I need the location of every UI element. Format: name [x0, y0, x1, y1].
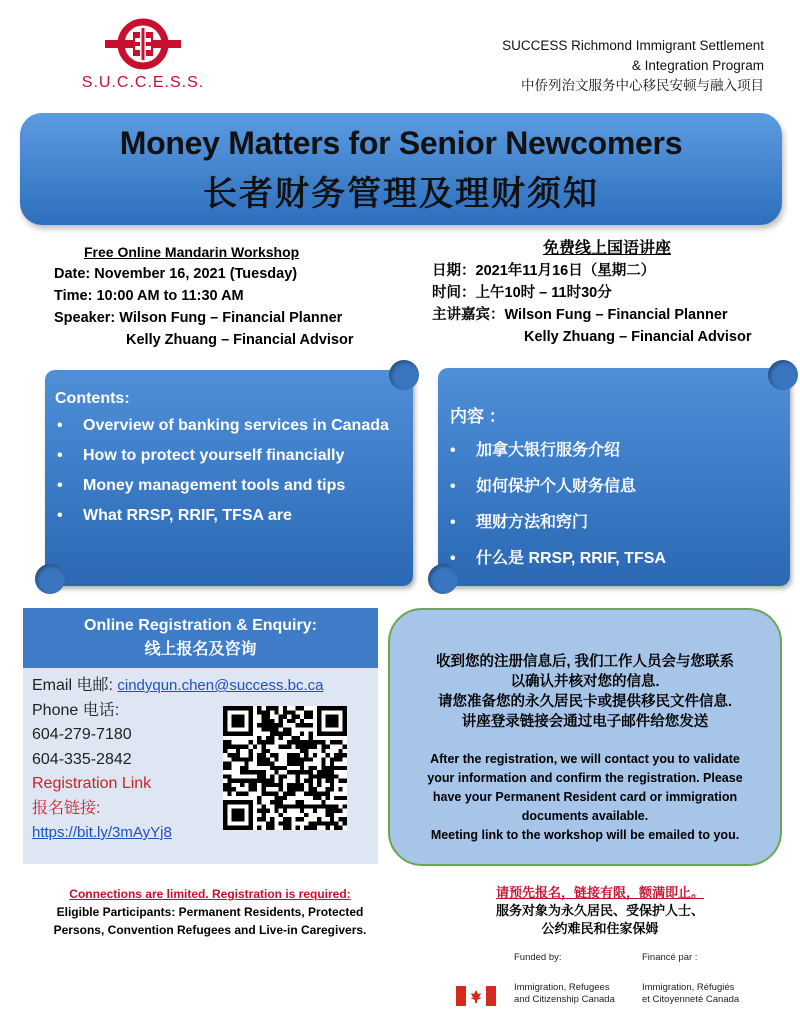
limit-warning: Connections are limited. Registration is required:	[69, 887, 351, 901]
list-item: • 什么是 RRSP, RRIF, TFSA	[448, 547, 776, 571]
list-item: • 如何保护个人财务信息	[448, 475, 776, 499]
org-line: SUCCESS Richmond Immigrant Settlement	[502, 38, 764, 53]
note-line: your information and confirm the registration. Please	[427, 771, 743, 785]
phone-number: 604-279-7180	[32, 726, 132, 743]
email-link[interactable]: cindyqun.chen@success.bc.ca	[117, 677, 324, 694]
funded-by-label-fr: Financé par :	[642, 952, 698, 963]
list-item: • How to protect yourself financially	[55, 444, 399, 467]
department-line: Immigration, Réfugiés	[642, 982, 735, 993]
registration-panel	[23, 668, 378, 864]
department-name-fr	[642, 982, 739, 1006]
eligibility-en	[40, 885, 380, 939]
scroll-curl-icon	[389, 360, 419, 390]
note-line: 收到您的注册信息后, 我们工作人员会与您联系	[435, 654, 735, 670]
department-line: Immigration, Refugees	[514, 982, 610, 993]
org-line-zh: 中侨列治文服务中心移民安顿与融入项目	[521, 78, 764, 93]
eligibility-zh	[420, 884, 780, 938]
registration-link-label: Registration Link	[32, 775, 152, 792]
workshop-time-zh: 时间：上午10时 – 11时30分	[432, 285, 612, 301]
contents-list-zh	[438, 427, 790, 571]
contents-heading-zh: 内容 ：	[450, 407, 506, 426]
workshop-date-zh: 日期：2021年11月16日（星期二）	[432, 263, 656, 279]
note-line: documents available.	[521, 809, 649, 823]
contents-scroll-en	[45, 370, 413, 586]
contents-scroll-zh	[438, 368, 790, 586]
department-name-en	[514, 982, 615, 1006]
workshop-speaker-zh: Kelly Zhuang – Financial Advisor	[524, 329, 752, 345]
list-item: • 加拿大银行服务介绍	[448, 439, 776, 463]
workshop-speaker: Speaker: Wilson Fung – Financial Planner	[54, 310, 343, 326]
registration-note	[388, 608, 782, 866]
note-line: 请您准备您的永久居民卡或提供移民文件信息.	[437, 694, 733, 710]
note-line: 讲座登录链接会通过电子邮件给您发送	[461, 714, 709, 730]
funder-block	[456, 952, 756, 1012]
workshop-info-en	[54, 241, 394, 351]
note-line: 以确认并核对您的信息.	[510, 674, 660, 690]
page-title-zh: 长者财务管理及理财须知	[203, 175, 599, 213]
workshop-heading-zh: 免费线上国语讲座	[542, 240, 671, 257]
workshop-speaker-zh: 主讲嘉宾：Wilson Fung – Financial Planner	[432, 307, 728, 323]
note-line: have your Permanent Resident card or immigration	[432, 790, 738, 804]
email-row	[32, 674, 324, 699]
department-line: and Citizenship Canada	[514, 994, 615, 1005]
list-item: • Money management tools and tips	[55, 474, 399, 497]
contents-list	[45, 408, 413, 527]
title-banner	[20, 113, 782, 225]
department-line: et Citoyenneté Canada	[642, 994, 740, 1005]
registration-link[interactable]: https://bit.ly/3mAyYj8	[32, 824, 172, 841]
note-zh	[390, 652, 780, 732]
phone-label: Phone 电话:	[32, 701, 120, 719]
limit-warning-zh: 请预先报名，链接有限，额满即止。	[495, 885, 704, 900]
registration-link-label-zh: 报名链接:	[32, 799, 101, 817]
workshop-speaker: Kelly Zhuang – Financial Advisor	[126, 332, 354, 348]
contents-heading: Contents:	[55, 390, 130, 407]
list-item: • 理财方法和窍门	[448, 511, 776, 535]
logo-emblem-icon	[105, 18, 181, 70]
note-line: After the registration, we will contact you to validate	[430, 752, 740, 766]
eligibility-line: Eligible Participants: Permanent Residents, Protected	[56, 905, 364, 919]
list-item: • Overview of banking services in Canada	[55, 414, 399, 437]
workshop-heading: Free Online Mandarin Workshop	[84, 244, 300, 260]
note-line: Meeting link to the workshop will be emailed to you.	[430, 828, 740, 842]
success-logo	[78, 18, 208, 98]
scroll-curl-icon	[35, 564, 65, 594]
eligibility-line-zh: 服务对象为永久居民、受保护人士、	[495, 903, 704, 918]
org-line: & Integration Program	[631, 58, 764, 73]
workshop-info-zh	[432, 238, 782, 348]
organization-name	[502, 36, 764, 96]
eligibility-line-zh: 公约难民和住家保姆	[541, 921, 659, 936]
note-en	[390, 750, 780, 845]
email-label: Email 电邮:	[32, 677, 118, 694]
list-item: • What RRSP, RRIF, TFSA are	[55, 504, 399, 527]
registration-header	[23, 608, 378, 668]
logo-text: S.U.C.C.E.S.S.	[81, 74, 205, 91]
canada-flag-icon	[456, 986, 496, 1006]
qr-code-icon[interactable]	[223, 706, 347, 830]
workshop-time: Time: 10:00 AM to 11:30 AM	[54, 288, 244, 304]
funded-by-label: Funded by:	[514, 952, 562, 963]
page-title: Money Matters for Senior Newcomers	[119, 125, 683, 161]
registration-heading: Online Registration & Enquiry:	[84, 617, 317, 634]
eligibility-line: Persons, Convention Refugees and Live-in Caregivers.	[53, 923, 367, 937]
registration-heading-zh: 线上报名及咨询	[144, 641, 257, 658]
workshop-date: Date: November 16, 2021 (Tuesday)	[54, 266, 298, 282]
phone-number: 604-335-2842	[32, 750, 132, 768]
scroll-curl-icon	[768, 360, 798, 390]
